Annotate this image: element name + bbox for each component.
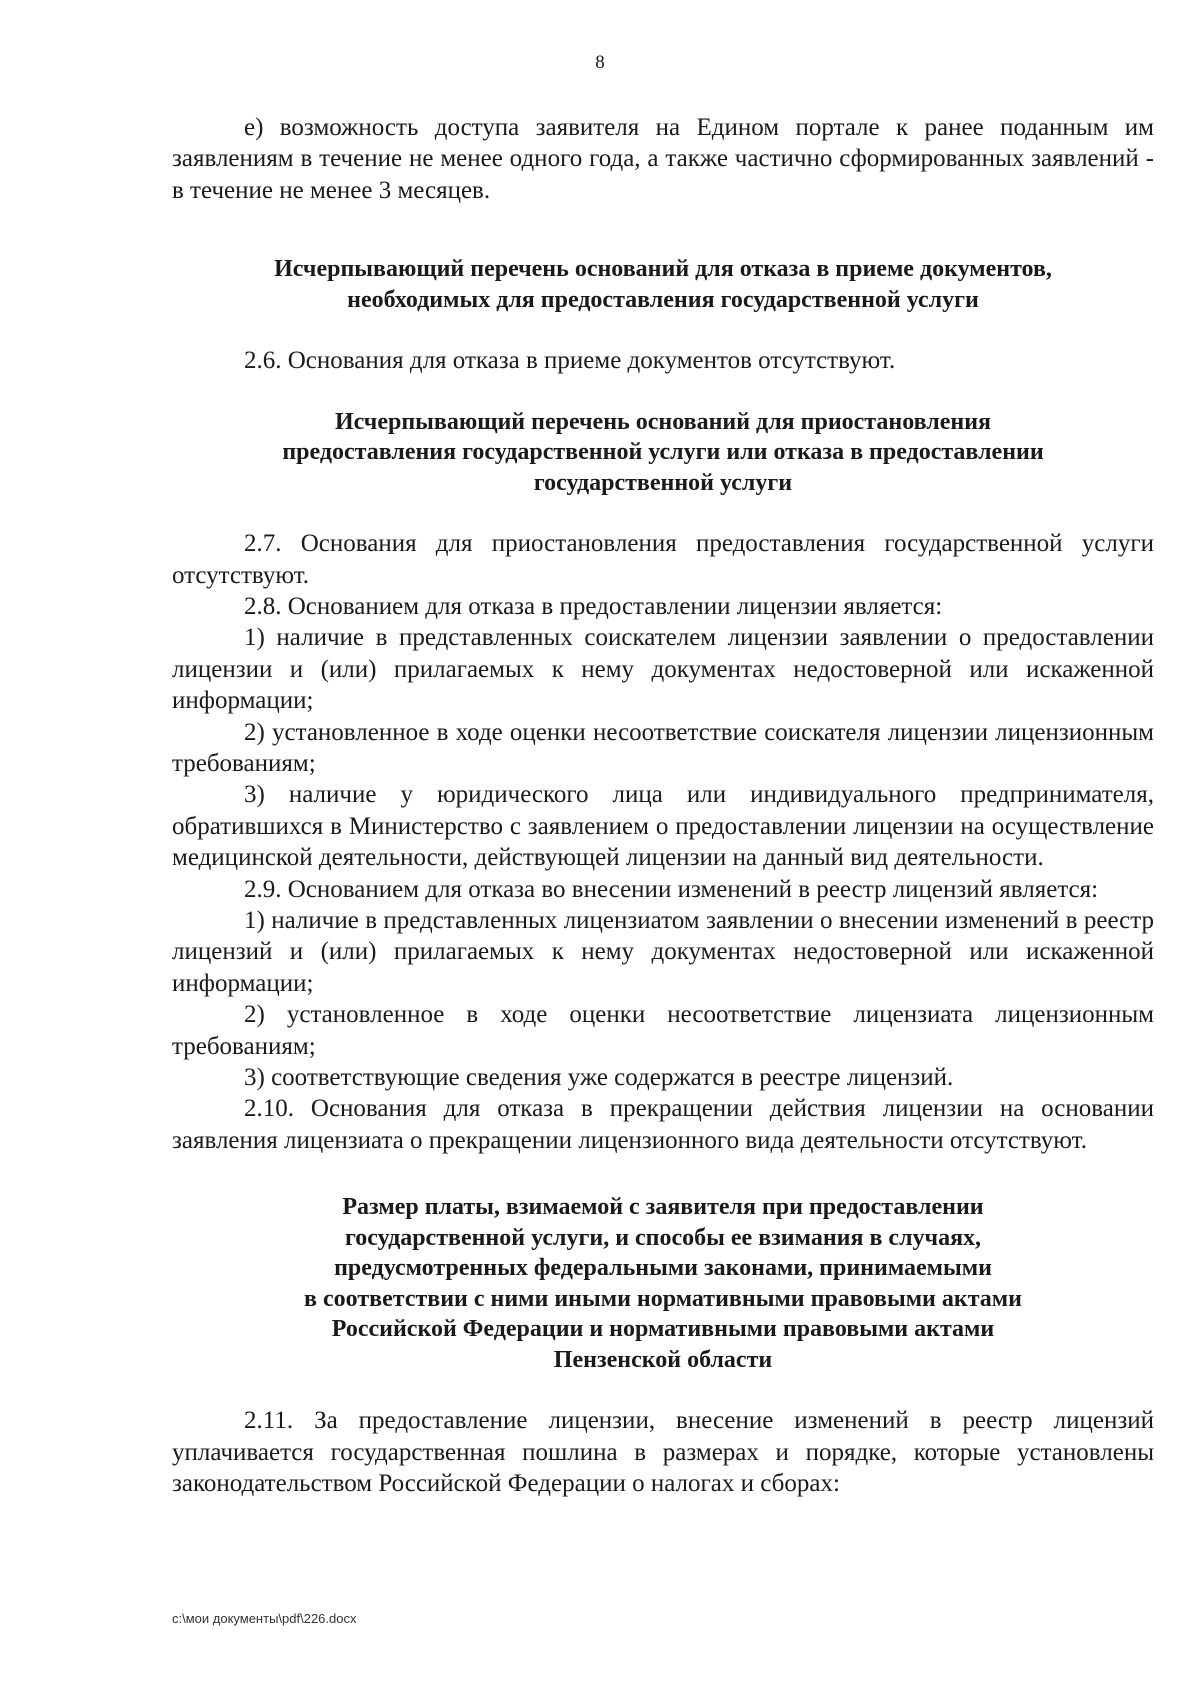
heading-line: государственной услуги [533, 469, 793, 496]
paragraph-2-10: 2.10. Основания для отказа в прекращении действия лицензии на основании заявления лицензиата о прекращении лицензионного вида деятельности отсутствуют. [172, 1095, 1154, 1154]
heading-line: государственной услуги, и способы ее взимания в случаях, [344, 1224, 982, 1251]
heading-line: в соответствии с ними иными нормативными правовыми актами [304, 1285, 1022, 1312]
heading-line: Российской Федерации и нормативными правовыми актами [331, 1316, 995, 1343]
document-body [172, 112, 1154, 1499]
paragraph-2-9-3: 3) соответствующие сведения уже содержатся в реестре лицензий. [244, 1064, 954, 1092]
paragraph-e: е) возможность доступа заявителя на Едином портале к ранее поданным им заявлениям в течение не менее одного года, а также частично сформированных заявлений - в течение не менее 3 месяцев. [172, 114, 1154, 204]
heading-line: Пензенской области [553, 1346, 773, 1373]
heading-line: предоставления государственной услуги или отказа в предоставлении [282, 439, 1044, 466]
paragraph-2-9-2: 2) установленное в ходе оценки несоответствие лицензиата лицензионным требованиям; [172, 1001, 1154, 1060]
paragraph-2-8-2: 2) установленное в ходе оценки несоответствие соискателя лицензии лицензионным требованиям; [172, 718, 1154, 777]
heading-refusal-acceptance [172, 254, 1154, 315]
paragraph-2-6: 2.6. Основания для отказа в приеме документов отсутствуют. [244, 347, 896, 375]
paragraph-2-7: 2.7. Основания для приостановления предоставления государственной услуги отсутствуют. [172, 530, 1154, 589]
page-number: 8 [595, 52, 605, 73]
heading-line: предусмотренных федеральными законами, принимаемыми [334, 1255, 992, 1282]
heading-line: Исчерпывающий перечень оснований для приостановления [334, 408, 992, 435]
heading-line: Размер платы, взимаемой с заявителя при предоставлении [342, 1194, 984, 1221]
paragraph-2-9: 2.9. Основанием для отказа во внесении изменений в реестр лицензий является: [244, 875, 1099, 903]
paragraph-2-8-1: 1) наличие в представленных соискателем лицензии заявлении о предоставлении лицензии и (или) прилагаемых к нему документах недостоверной или искаженной информации; [172, 624, 1154, 715]
heading-line: необходимых для предоставления государственной услуги [347, 286, 979, 313]
file-path-footer: c:\мои документы\pdf\226.docx [172, 1611, 357, 1626]
heading-line: Исчерпывающий перечень оснований для отказа в приеме документов, [274, 256, 1052, 283]
paragraph-2-8: 2.8. Основанием для отказа в предоставлении лицензии является: [244, 592, 943, 620]
heading-suspension-refusal [172, 407, 1154, 499]
paragraph-2-9-1: 1) наличие в представленных лицензиатом заявлении о внесении изменений в реестр лицензий и (или) прилагаемых к нему документах недостоверной или искаженной информации; [172, 907, 1154, 997]
paragraph-2-8-3: 3) наличие у юридического лица или индивидуального предпринимателя, обратившихся в Министерство с заявлением о предоставлении лицензии на осуществление медицинской деятельности, действующей лицензии на данный вид деятельности. [172, 781, 1154, 872]
paragraph-2-11: 2.11. За предоставление лицензии, внесение изменений в реестр лицензий уплачивается государственная пошлина в размерах и порядке, которые установлены законодательством Российской Федерации о налогах и сборах: [172, 1407, 1154, 1498]
heading-fee [172, 1192, 1154, 1375]
